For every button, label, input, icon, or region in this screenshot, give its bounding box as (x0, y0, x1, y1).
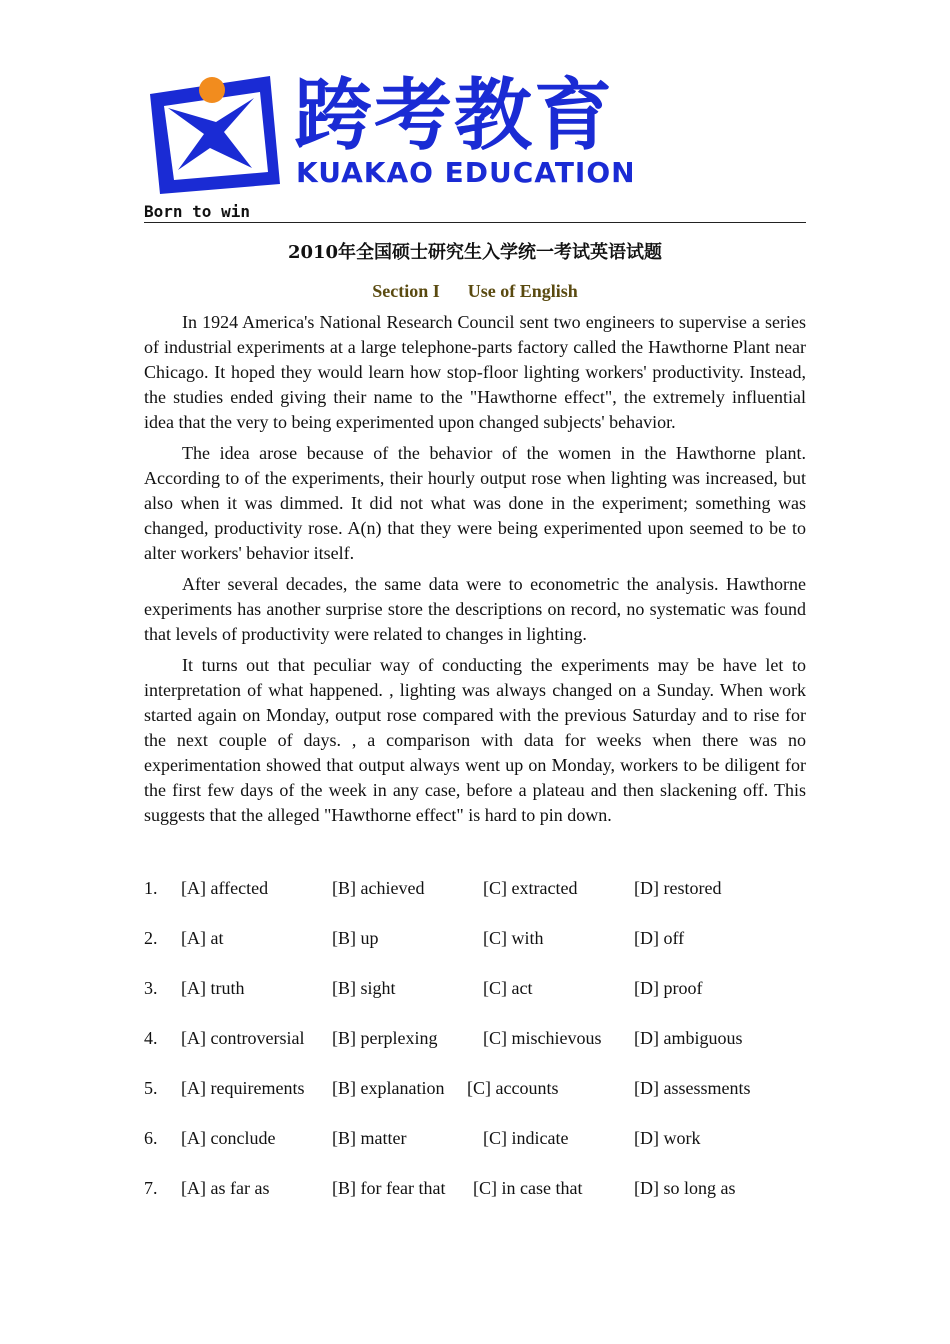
question-number: 1. (144, 878, 158, 898)
question-number: 4. (144, 1028, 158, 1048)
section-heading (144, 279, 806, 303)
passage-paragraph: It turns out that peculiar way of conducting the experiments may be have let to interpretation of what happened. , lighting was always changed on a Sunday. When work started again on Monday, output rose compared with the previous Saturday and to rise for the next couple of days. , a comparison with data for weeks when there was no experimentation showed that output always went up on Monday, workers to be diligent for the first few days of the week in any case, before a plateau and then slackening off. This suggests that the alleged "Hawthorne effect" is hard to pin down. (144, 655, 806, 825)
option-c: [C] with (483, 928, 544, 948)
passage-paragraph: After several decades, the same data were to econometric the analysis. Hawthorne experiments has another surprise store the descriptions on record, no systematic was found that levels of productivity were related to changes in lighting. (144, 574, 806, 644)
option-c: [C] act (483, 978, 533, 998)
slogan: Born to win (144, 202, 250, 221)
option-b: [B] perplexing (332, 1028, 438, 1048)
option-b: [B] for fear that (332, 1178, 446, 1198)
question-row (144, 925, 806, 975)
option-a: [A] affected (181, 878, 269, 898)
option-a: [A] at (181, 928, 224, 948)
page-title: 2010年全国硕士研究生入学统一考试英语试题 (287, 242, 663, 263)
option-a: [A] controversial (181, 1028, 305, 1048)
option-c: [C] in case that (473, 1178, 583, 1198)
question-row (144, 1175, 806, 1225)
option-d: [D] proof (634, 978, 703, 998)
option-c: [C] accounts (467, 1078, 559, 1098)
option-b: [B] matter (332, 1128, 407, 1148)
option-a: [A] conclude (181, 1128, 276, 1148)
passage-paragraph: The idea arose because of the behavior of the women in the Hawthorne plant. According to of the experiments, their hourly output rose when lighting was increased, but also when it was dimmed. It did not what was done in the experiment; something was changed, productivity rose. A(n) that they were being experimented upon seemed to be to alter workers' behavior itself. (144, 443, 806, 563)
option-b: [B] explanation (332, 1078, 445, 1098)
question-list (144, 875, 806, 1225)
logo-chinese-text: 跨考教育 (294, 71, 615, 161)
option-d: [D] off (634, 928, 685, 948)
option-b: [B] up (332, 928, 379, 948)
option-b: [B] sight (332, 978, 396, 998)
question-row (144, 1025, 806, 1075)
section-name: Use of English (467, 281, 578, 301)
reading-passage (144, 310, 806, 834)
option-c: [C] extracted (483, 878, 578, 898)
question-number: 7. (144, 1178, 158, 1198)
option-c: [C] mischievous (483, 1028, 602, 1048)
option-a: [A] requirements (181, 1078, 305, 1098)
option-d: [D] work (634, 1128, 701, 1148)
question-row (144, 875, 806, 925)
option-b: [B] achieved (332, 878, 425, 898)
header-divider (144, 222, 806, 223)
option-d: [D] restored (634, 878, 722, 898)
question-row (144, 1075, 806, 1125)
question-number: 5. (144, 1078, 158, 1098)
option-d: [D] ambiguous (634, 1028, 743, 1048)
option-d: [D] assessments (634, 1078, 751, 1098)
page-header (144, 70, 806, 225)
question-number: 6. (144, 1128, 158, 1148)
question-number: 3. (144, 978, 158, 998)
logo-orange-dot-icon (199, 77, 225, 103)
option-d: [D] so long as (634, 1178, 736, 1198)
option-c: [C] indicate (483, 1128, 569, 1148)
question-row (144, 1125, 806, 1175)
option-a: [A] as far as (181, 1178, 270, 1198)
question-number: 2. (144, 928, 158, 948)
logo-emblem-icon (148, 72, 288, 196)
passage-paragraph: In 1924 America's National Research Council sent two engineers to supervise a series of industrial experiments at a large telephone-parts factory called the Hawthorne Plant near Chicago. It hoped they would learn how stop-floor lighting workers' productivity. Instead, the studies ended giving their name to the "Hawthorne effect", the extremely influential idea that the very to being experimented upon changed subjects' behavior. (144, 312, 806, 432)
question-row (144, 975, 806, 1025)
option-a: [A] truth (181, 978, 245, 998)
section-number: Section I (372, 281, 440, 301)
logo-english-text: KUAKAO EDUCATION (296, 156, 636, 189)
